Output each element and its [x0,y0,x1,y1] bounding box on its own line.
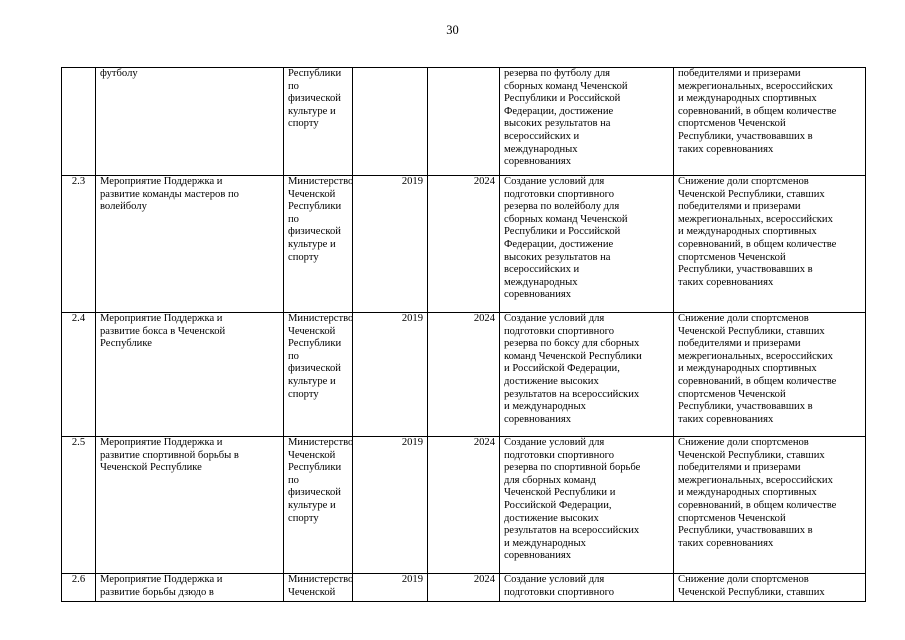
end-year-cell: 2024 [428,437,500,574]
expected-result-cell: Создание условий для подготовки спортивного резерва по волейболу для сборных команд Чеченской Республики и Российской Федерации, достижение высоких результатов на всероссийских и международных соревнованиях [500,176,674,313]
table-row [62,437,866,574]
expected-result-cell: Создание условий для подготовки спортивного [500,574,674,602]
executor-cell: Республики по физической культуре и спорту [284,68,353,176]
indicator-cell: победителями и призерами межрегиональных, всероссийских и международных спортивных соревнований, в общем количестве спортсменов Чеченской Республики, участвовавших в таких соревнованиях [674,68,866,176]
start-year-cell: 2019 [353,437,428,574]
row-number-cell [62,68,96,176]
start-year-cell: 2019 [353,574,428,602]
expected-result-cell: Создание условий для подготовки спортивного резерва по спортивной борьбе для сборных команд Чеченской Республики и Российской Федерации, достижение высоких результатов на всероссийских и международных соревнованиях [500,437,674,574]
table-row [62,313,866,437]
event-name-cell: Мероприятие Поддержка и развитие борьбы дзюдо в [96,574,284,602]
indicator-cell: Снижение доли спортсменов Чеченской Республики, ставших победителями и призерами межрегиональных, всероссийских и международных спортивных соревнований, в общем количестве спортсменов Чеченской Республики, участвовавших в таких соревнованиях [674,437,866,574]
indicator-cell: Снижение доли спортсменов Чеченской Республики, ставших [674,574,866,602]
event-name-cell: Мероприятие Поддержка и развитие спортивной борьбы в Чеченской Республике [96,437,284,574]
event-name-cell: Мероприятие Поддержка и развитие бокса в Чеченской Республике [96,313,284,437]
executor-cell: Министерство Чеченской Республики по физической культуре и спорту [284,313,353,437]
row-number-cell: 2.4 [62,313,96,437]
page-number: 30 [446,23,459,37]
row-number-cell: 2.5 [62,437,96,574]
end-year-cell: 2024 [428,176,500,313]
table-row [62,176,866,313]
table-row [62,574,866,602]
executor-cell: Министерство Чеченской Республики по физической культуре и спорту [284,437,353,574]
expected-result-cell: Создание условий для подготовки спортивного резерва по боксу для сборных команд Чеченской Республики и Российской Федерации, достижение высоких результатов на всероссийских и международных соревнованиях [500,313,674,437]
row-number-cell: 2.6 [62,574,96,602]
indicator-cell: Снижение доли спортсменов Чеченской Республики, ставших победителями и призерами межрегиональных, всероссийских и международных спортивных соревнований, в общем количестве спортсменов Чеченской Республики, участвовавших в таких соревнованиях [674,176,866,313]
event-name-cell: футболу [96,68,284,176]
start-year-cell: 2019 [353,313,428,437]
executor-cell: Министерство Чеченской [284,574,353,602]
expected-result-cell: резерва по футболу для сборных команд Чеченской Республики и Российской Федерации, достижение высоких результатов на всероссийских и международных соревнованиях [500,68,674,176]
row-number-cell: 2.3 [62,176,96,313]
indicator-cell: Снижение доли спортсменов Чеченской Республики, ставших победителями и призерами межрегиональных, всероссийских и международных спортивных соревнований, в общем количестве спортсменов Чеченской Республики, участвовавших в таких соревнованиях [674,313,866,437]
end-year-cell [428,68,500,176]
event-name-cell: Мероприятие Поддержка и развитие команды мастеров по волейболу [96,176,284,313]
executor-cell: Министерство Чеченской Республики по физической культуре и спорту [284,176,353,313]
start-year-cell [353,68,428,176]
end-year-cell: 2024 [428,574,500,602]
end-year-cell: 2024 [428,313,500,437]
start-year-cell: 2019 [353,176,428,313]
table-row [62,68,866,176]
program-table [61,67,866,602]
